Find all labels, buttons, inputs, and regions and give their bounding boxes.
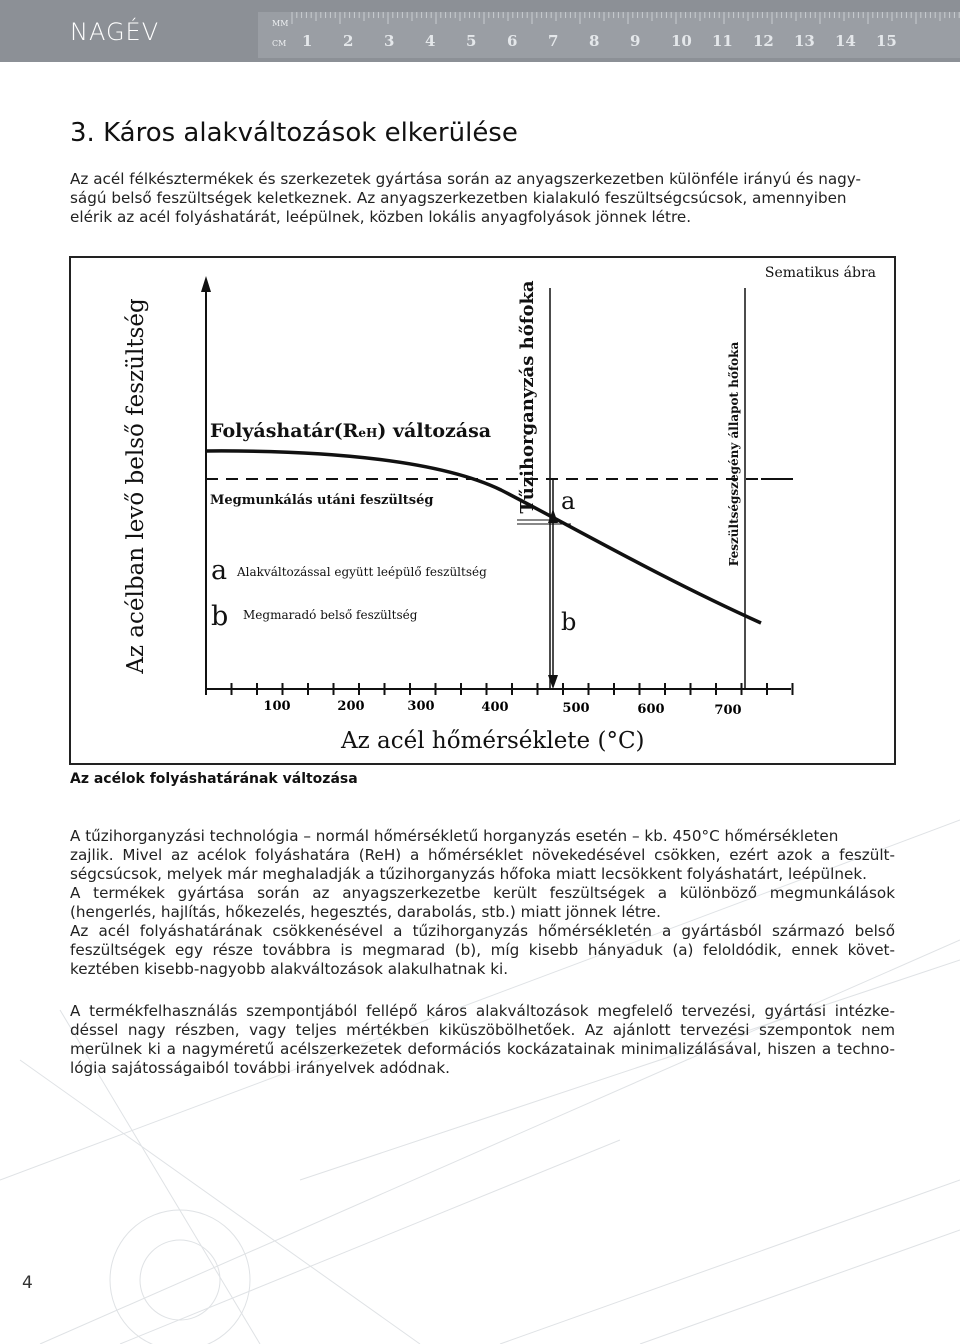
ruler-unit-cm: CM (272, 39, 287, 48)
ruler-number: 15 (876, 32, 897, 50)
page-header (0, 0, 960, 62)
legend-b-letter: b (211, 601, 229, 632)
ruler-number: 13 (794, 32, 815, 50)
ruler-number: 10 (671, 32, 692, 50)
processing-stress-label: Megmunkálás utáni feszültség (210, 493, 434, 508)
legend-a-text: Alakváltozással együtt leépülő feszültség (237, 565, 487, 579)
x-tick-label: 500 (562, 701, 590, 716)
x-tick-label: 200 (337, 699, 365, 714)
figure-caption: Az acélok folyáshatárának változása (70, 771, 358, 787)
ruler-number: 3 (384, 32, 395, 50)
ruler-number: 1 (302, 32, 313, 50)
y-axis-title: Az acélban levő belső feszültség (123, 298, 149, 674)
intro-line: elérik az acél folyáshatárát, leépülnek, közben lokális anyagfolyások jönnek létre. (70, 208, 692, 226)
x-tick-label: 300 (407, 699, 435, 714)
body-paragraph (70, 827, 895, 979)
galvanizing-temp-label: Tűzihorganyzás hőfoka (517, 280, 538, 514)
x-tick-label: 100 (263, 699, 291, 714)
ruler-unit-mm: MM (272, 19, 289, 28)
legend-b-text: Megmaradó belső feszültség (243, 608, 418, 622)
body-line: merülnek ki a nagyméretű acélszerkezetek deformációs kockázatainak minimalizálásával, hiszen a techno- (70, 1040, 895, 1058)
body-line: lógia sajátosságaiból további irányelvek adódnak. (70, 1059, 450, 1077)
ruler-number: 12 (753, 32, 774, 50)
body-line: keztében kisebb-nagyobb alakváltozások alakulhatnak ki. (70, 960, 509, 978)
body-line: A tűzihorganyzási technológia – normál hőmérsékletű horganyzás esetén – kb. 450°C hőmérsékleten (70, 827, 839, 845)
intro-line: Az acél félkésztermékek és szerkezetek gyártása során az anyagszerkezetben különféle irányú és nagy- (70, 170, 861, 188)
header-title: NAGÉV (70, 18, 160, 46)
body-line: (hengerlés, hajlítás, hőkezelés, hegesztés, darabolás, stb.) miatt jönnek létre. (70, 903, 661, 921)
intro-paragraph (70, 170, 895, 227)
curve-label: Folyáshatár(ReH) változása (210, 420, 492, 442)
x-axis-title: Az acél hőmérséklete (°C) (341, 728, 645, 754)
ruler-graphic (258, 12, 960, 58)
body-line: ségcsúcsok, melyek már meghaladják a tűzihorganyzás hőfoka miatt lecsökkent folyáshatárt, leépülnek. (70, 865, 867, 883)
body-paragraph (70, 1002, 895, 1078)
body-line: feszültségek egy része továbbra is megmarad (b), míg kisebb hányaduk (a) feloldódik, ennek követ- (70, 941, 895, 959)
body-line: A termékek gyártása során az anyagszerkezetbe került feszültségek a különböző megmunkálások (70, 884, 895, 902)
schematic-label: Sematikus ábra (764, 265, 876, 281)
x-tick-label: 600 (637, 702, 665, 717)
x-tick-label: 400 (481, 700, 509, 715)
legend-a-letter: a (211, 555, 228, 586)
ruler-number: 7 (548, 32, 559, 50)
ruler-number: 14 (835, 32, 856, 50)
body-line: déssel nagy részben, vagy teljes mértékben kiküszöbölhetőek. Az ajánlott tervezési szempontok nem (70, 1021, 895, 1039)
stress-free-temp-label: Feszültségszegény állapot hőfoka (727, 341, 741, 567)
marker-b: b (561, 608, 577, 636)
ruler-number: 4 (425, 32, 436, 50)
ruler-number: 8 (589, 32, 600, 50)
x-tick-label: 700 (714, 703, 742, 718)
ruler-number: 2 (343, 32, 354, 50)
y-axis-arrow (201, 276, 211, 292)
section-title: 3. Káros alakváltozások elkerülése (70, 118, 518, 148)
marker-a: a (561, 487, 576, 515)
yield-strength-figure (69, 256, 896, 765)
body-line: zajlik. Mivel az acélok folyáshatára (ReH) a hőmérséklet növekedésével csökken, ezért azok a feszült- (70, 846, 895, 864)
ruler-number: 9 (630, 32, 641, 50)
yield-curve (206, 451, 761, 623)
body-line: A termékfelhasználás szempontjából fellépő káros alakváltozások megfelelő tervezési, gyártási intézke- (70, 1002, 895, 1020)
intro-line: ságú belső feszültségek keletkeznek. Az anyagszerkezetben kialakuló feszültségcsúcsok, amennyiben (70, 189, 847, 207)
page-number: 4 (22, 1273, 33, 1293)
body-line: Az acél folyáshatárának csökkenésével a tűzihorganyzás hőmérsékletén a gyártásból származó belső (70, 922, 895, 940)
ruler-number: 5 (466, 32, 477, 50)
ruler-number: 11 (712, 32, 733, 50)
figure-diagram (71, 258, 894, 763)
ruler-number: 6 (507, 32, 518, 50)
